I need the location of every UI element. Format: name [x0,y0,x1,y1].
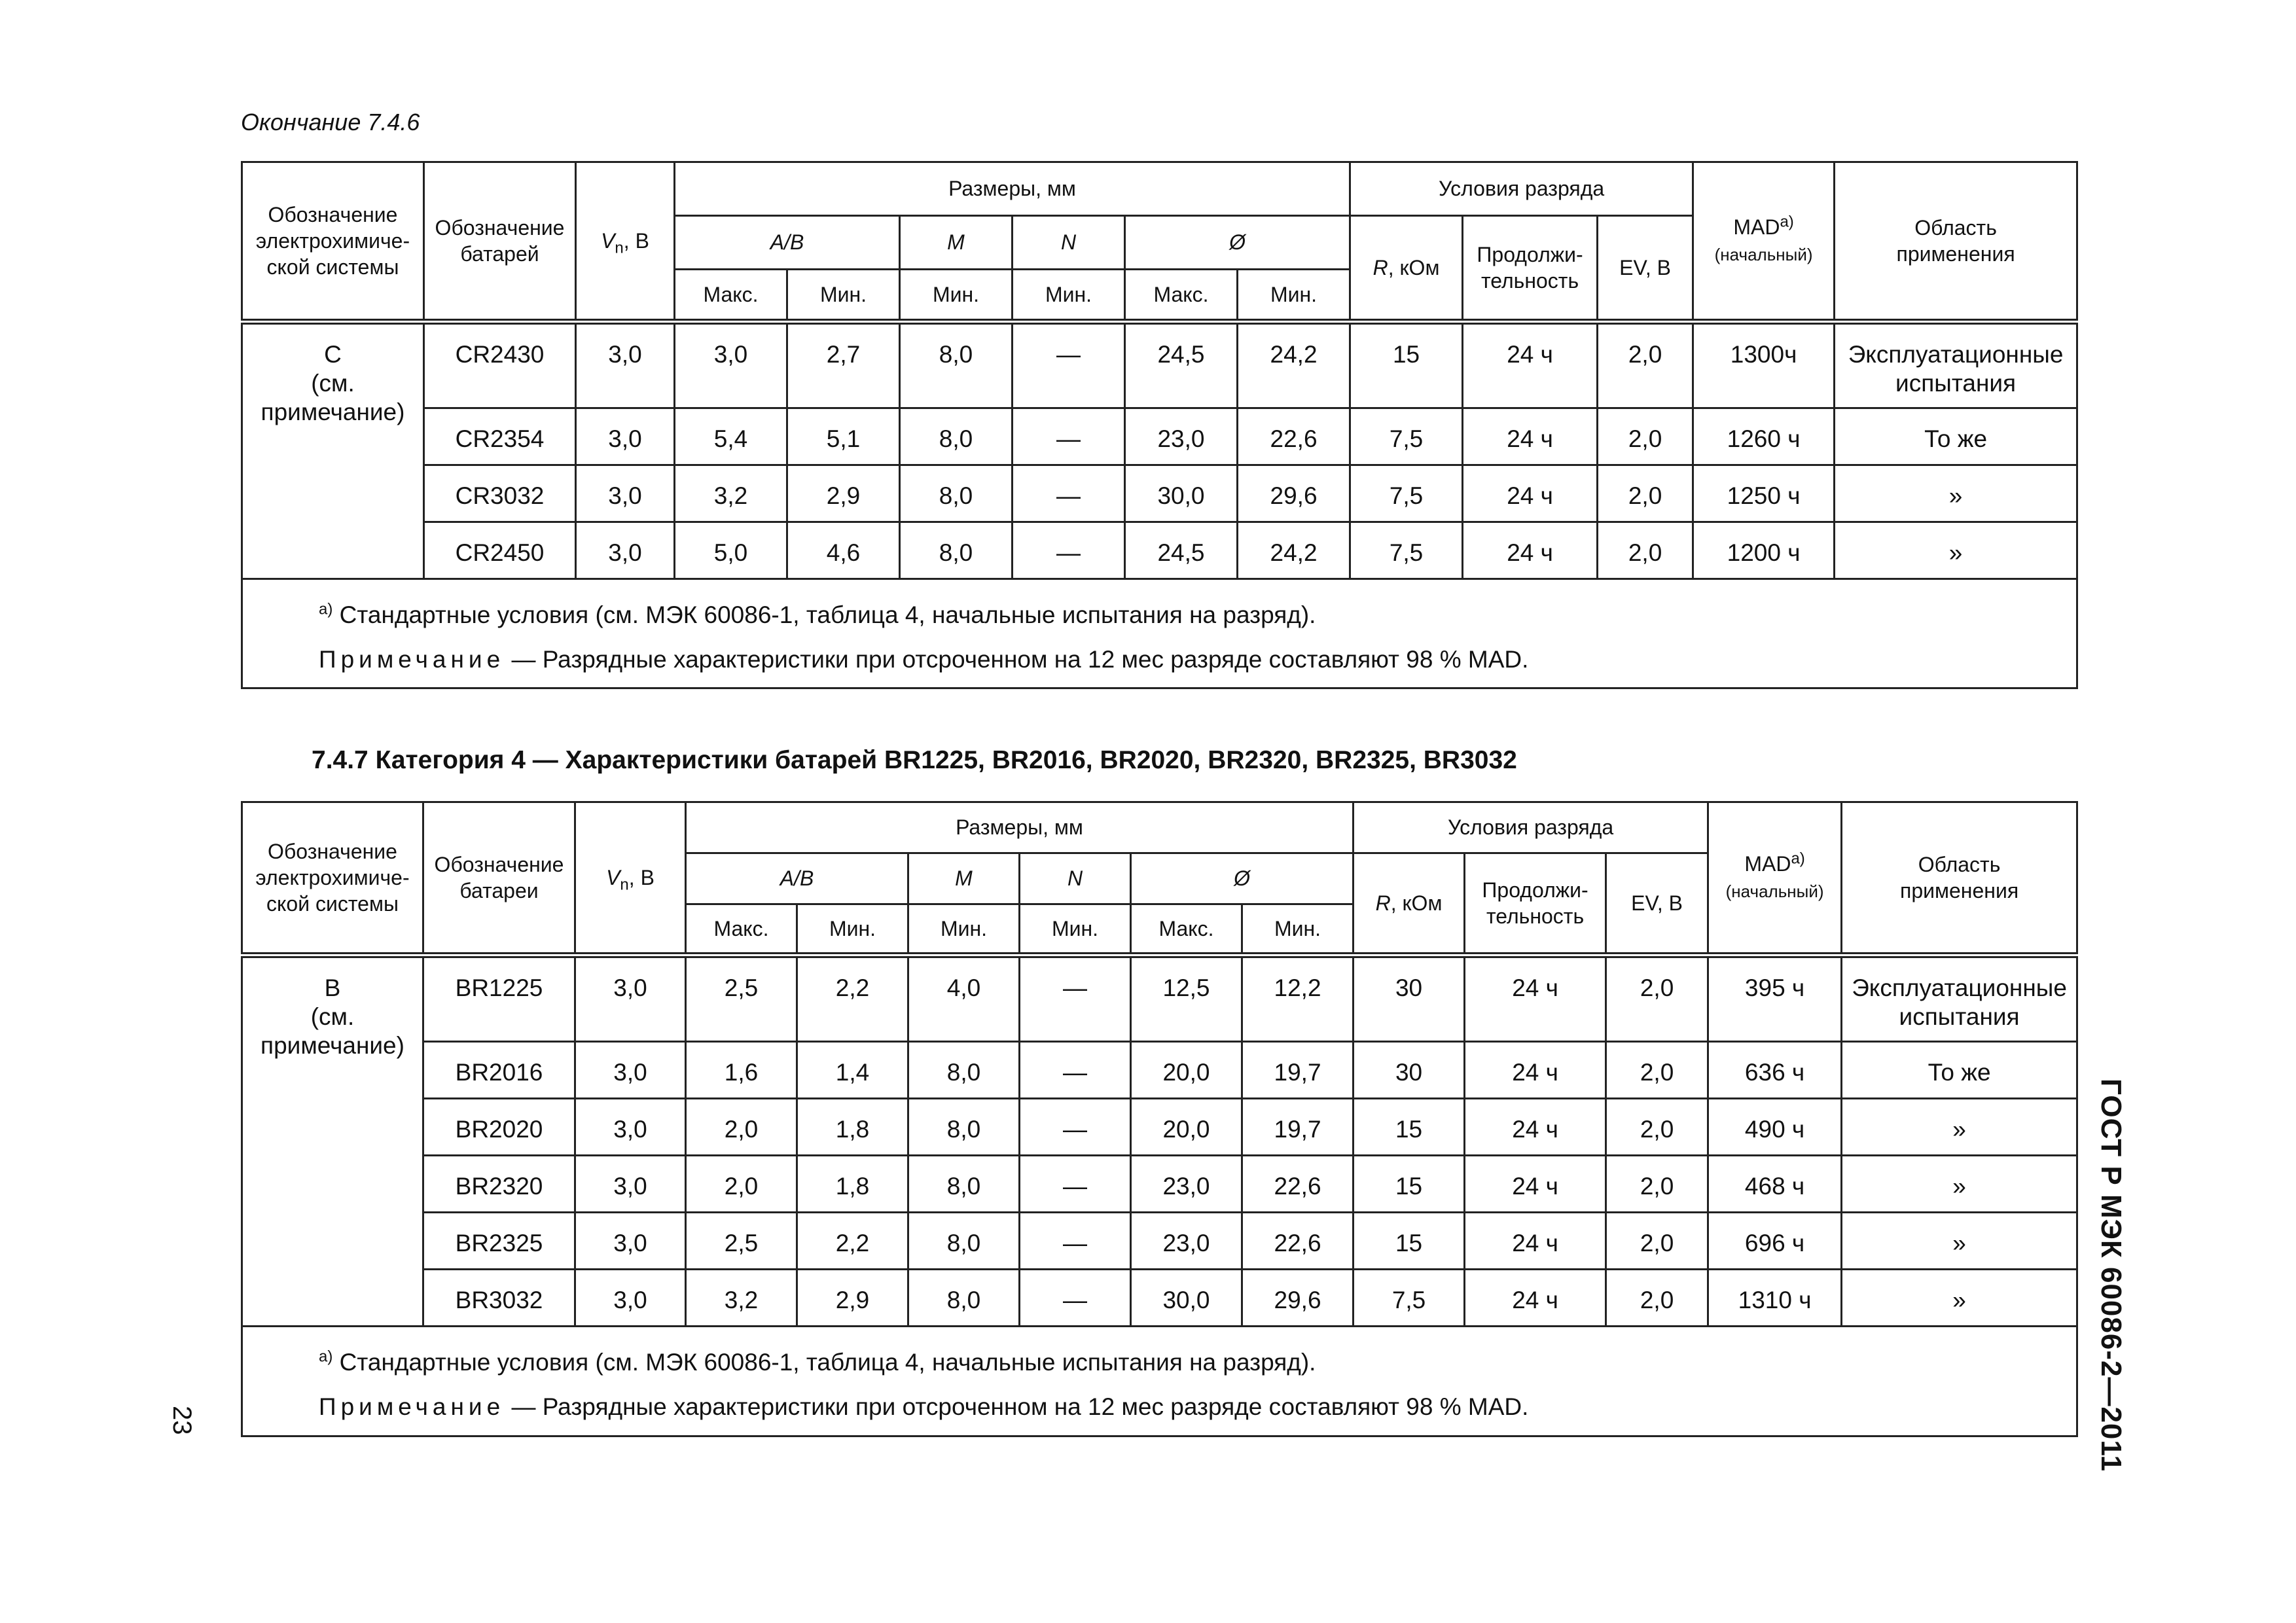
vn-cell: 3,0 [576,408,675,465]
m-min-cell: 8,0 [908,1213,1020,1270]
area-cell: » [1842,1156,2077,1213]
header-vn: $V_n$, В [575,802,686,955]
header-area: Область применения [1842,802,2077,955]
duration-cell: 24 ч [1465,1213,1606,1270]
duration-cell: 24 ч [1465,1042,1606,1099]
header-row-1 [242,162,2077,216]
notes-cell [242,1327,2077,1436]
m-min-cell: 8,0 [908,1099,1020,1156]
area-cell: » [1842,1213,2077,1270]
diam-max-cell: 20,0 [1131,1099,1242,1156]
header-diam-min: Мин. [1242,904,1354,955]
ab-max-cell: 3,0 [675,322,787,408]
header-vn: $V_n$, В [576,162,675,322]
battery-cell: CR2430 [424,322,576,408]
m-min-cell: 8,0 [900,522,1013,579]
battery-cell: BR2016 [423,1042,575,1099]
battery-cell: CR3032 [424,465,576,522]
ab-max-cell: 3,2 [675,465,787,522]
section-title: 7.4.7 Категория 4 — Характеристики батарей BR1225, BR2016, BR2020, BR2320, BR2325, BR3032 [312,746,1517,774]
header-battery: Обозначение батареи [423,802,575,955]
notes-row [242,579,2077,688]
table-row [242,465,2077,522]
diam-min-cell: 24,2 [1238,322,1350,408]
table-br-batteries [241,801,2078,1437]
header-row-1 [242,802,2077,853]
header-ab-max: Макс. [686,904,797,955]
header-ab-max: Макс. [675,270,787,322]
footnote: $^{а)}$ Стандартные условия (см. МЭК 60086-1, таблица 4, начальные испытания на разряд). [319,1347,1316,1376]
r-cell: 30 [1354,955,1465,1042]
system-cell: В (см. примечание) [242,955,423,1327]
mad-cell: 1200 ч [1693,522,1835,579]
ab-max-cell: 5,4 [675,408,787,465]
header-duration: Продолжи- тельность [1465,853,1606,955]
header-diameter: Ø [1125,216,1350,270]
diam-max-cell: 30,0 [1125,465,1238,522]
m-min-cell: 8,0 [900,465,1013,522]
diam-min-cell: 29,6 [1242,1270,1354,1327]
vn-cell: 3,0 [576,522,675,579]
n-min-cell: — [1020,955,1131,1042]
vn-cell: 3,0 [575,1270,686,1327]
header-m-min: Мин. [908,904,1020,955]
vn-cell: 3,0 [576,465,675,522]
n-min-cell: — [1020,1270,1131,1327]
header-system: Обозначение электрохимиче- ской системы [242,162,424,322]
ab-min-cell: 1,4 [797,1042,908,1099]
diam-max-cell: 23,0 [1131,1156,1242,1213]
r-cell: 7,5 [1350,465,1463,522]
header-ab-min: Мин. [797,904,908,955]
diam-min-cell: 19,7 [1242,1042,1354,1099]
ab-min-cell: 2,9 [797,1270,908,1327]
m-min-cell: 8,0 [900,322,1013,408]
r-cell: 7,5 [1350,522,1463,579]
n-min-cell: — [1020,1213,1131,1270]
header-ev: EV, В [1606,853,1708,955]
header-discharge: Условия разряда [1350,162,1693,216]
mad-cell: 1250 ч [1693,465,1835,522]
diam-min-cell: 24,2 [1238,522,1350,579]
vn-cell: 3,0 [576,322,675,408]
diam-min-cell: 22,6 [1242,1156,1354,1213]
diam-min-cell: 12,2 [1242,955,1354,1042]
r-cell: 15 [1350,322,1463,408]
vn-cell: 3,0 [575,1213,686,1270]
ab-min-cell: 2,2 [797,1213,908,1270]
mad-cell: 395 ч [1708,955,1842,1042]
duration-cell: 24 ч [1465,1156,1606,1213]
battery-cell: BR2020 [423,1099,575,1156]
diam-min-cell: 22,6 [1238,408,1350,465]
ab-max-cell: 5,0 [675,522,787,579]
duration-cell: 24 ч [1463,408,1598,465]
ab-min-cell: 2,7 [787,322,900,408]
header-m-min: Мин. [900,270,1013,322]
diam-max-cell: 20,0 [1131,1042,1242,1099]
area-cell: » [1835,465,2077,522]
n-min-cell: — [1020,1156,1131,1213]
header-diameter: Ø [1131,853,1354,904]
n-min-cell: — [1013,322,1125,408]
table-row [242,955,2077,1042]
mad-cell: 636 ч [1708,1042,1842,1099]
area-cell: Эксплуатационные испытания [1842,955,2077,1042]
continuation-label: Окончание 7.4.6 [241,109,420,135]
ev-cell: 2,0 [1606,1156,1708,1213]
r-cell: 7,5 [1354,1270,1465,1327]
duration-cell: 24 ч [1463,322,1598,408]
header-area: Область применения [1835,162,2077,322]
header-n: N [1013,216,1125,270]
table-row [242,408,2077,465]
ev-cell: 2,0 [1606,1099,1708,1156]
m-min-cell: 8,0 [900,408,1013,465]
ab-max-cell: 1,6 [686,1042,797,1099]
header-m: M [900,216,1013,270]
table-row [242,1099,2077,1156]
table-row [242,1042,2077,1099]
header-mad: $MAD^{а)}$ (начальный) [1708,802,1842,955]
duration-cell: 24 ч [1463,465,1598,522]
n-min-cell: — [1020,1099,1131,1156]
ev-cell: 2,0 [1606,1270,1708,1327]
ab-min-cell: 5,1 [787,408,900,465]
duration-cell: 24 ч [1463,522,1598,579]
header-dimensions: Размеры, мм [686,802,1354,853]
header-battery: Обозначение батарей [424,162,576,322]
table-row [242,1156,2077,1213]
diam-max-cell: 24,5 [1125,322,1238,408]
vn-cell: 3,0 [575,1156,686,1213]
header-n-min: Мин. [1013,270,1125,322]
r-cell: 15 [1354,1213,1465,1270]
ev-cell: 2,0 [1598,522,1693,579]
battery-cell: BR2325 [423,1213,575,1270]
area-cell: То же [1842,1042,2077,1099]
area-cell: » [1835,522,2077,579]
ab-max-cell: 2,5 [686,1213,797,1270]
header-system: Обозначение электрохимиче- ской системы [242,802,423,955]
table-row [242,1270,2077,1327]
footnote: $^{а)}$ Стандартные условия (см. МЭК 60086-1, таблица 4, начальные испытания на разряд). [319,600,1316,628]
header-r: R, кОм [1354,853,1465,955]
battery-cell: BR1225 [423,955,575,1042]
header-diam-min: Мин. [1238,270,1350,322]
header-discharge: Условия разряда [1354,802,1708,853]
ev-cell: 2,0 [1598,322,1693,408]
area-cell: То же [1835,408,2077,465]
diam-min-cell: 29,6 [1238,465,1350,522]
header-ab: A/B [686,853,908,904]
ab-min-cell: 2,2 [797,955,908,1042]
header-r: R, кОм [1350,216,1463,322]
ab-max-cell: 2,0 [686,1156,797,1213]
ab-max-cell: 2,5 [686,955,797,1042]
ev-cell: 2,0 [1606,955,1708,1042]
table-cr-batteries [241,161,2078,689]
m-min-cell: 4,0 [908,955,1020,1042]
notes-cell [242,579,2077,688]
vn-cell: 3,0 [575,1099,686,1156]
ab-max-cell: 2,0 [686,1099,797,1156]
m-min-cell: 8,0 [908,1156,1020,1213]
header-ev: EV, В [1598,216,1693,322]
n-min-cell: — [1020,1042,1131,1099]
m-min-cell: 8,0 [908,1270,1020,1327]
duration-cell: 24 ч [1465,955,1606,1042]
r-cell: 15 [1354,1099,1465,1156]
battery-cell: BR3032 [423,1270,575,1327]
header-m: M [908,853,1020,904]
notes-row [242,1327,2077,1436]
header-ab: A/B [675,216,900,270]
r-cell: 7,5 [1350,408,1463,465]
system-cell: С (см. примечание) [242,322,424,579]
ev-cell: 2,0 [1606,1042,1708,1099]
diam-max-cell: 23,0 [1131,1213,1242,1270]
header-n-min: Мин. [1020,904,1131,955]
ab-min-cell: 1,8 [797,1156,908,1213]
header-dimensions: Размеры, мм [675,162,1350,216]
duration-cell: 24 ч [1465,1270,1606,1327]
ab-min-cell: 2,9 [787,465,900,522]
area-cell: » [1842,1099,2077,1156]
diam-max-cell: 30,0 [1131,1270,1242,1327]
note: Примечание — Разрядные характеристики при отсроченном на 12 мес разряде составляют 98 % MAD. [319,1393,1529,1420]
ab-max-cell: 3,2 [686,1270,797,1327]
r-cell: 15 [1354,1156,1465,1213]
n-min-cell: — [1013,408,1125,465]
diam-max-cell: 24,5 [1125,522,1238,579]
header-mad: $MAD^{а)}$ (начальный) [1693,162,1835,322]
ab-min-cell: 1,8 [797,1099,908,1156]
mad-cell: 468 ч [1708,1156,1842,1213]
mad-cell: 1260 ч [1693,408,1835,465]
ev-cell: 2,0 [1598,465,1693,522]
page-number: 23 [168,1406,196,1435]
diam-min-cell: 22,6 [1242,1213,1354,1270]
diam-min-cell: 19,7 [1242,1099,1354,1156]
area-cell: Эксплуатационные испытания [1835,322,2077,408]
n-min-cell: — [1013,522,1125,579]
r-cell: 30 [1354,1042,1465,1099]
duration-cell: 24 ч [1465,1099,1606,1156]
mad-cell: 1310 ч [1708,1270,1842,1327]
vn-cell: 3,0 [575,955,686,1042]
diam-max-cell: 23,0 [1125,408,1238,465]
diam-max-cell: 12,5 [1131,955,1242,1042]
battery-cell: BR2320 [423,1156,575,1213]
m-min-cell: 8,0 [908,1042,1020,1099]
note: Примечание — Разрядные характеристики при отсроченном на 12 мес разряде составляют 98 % MAD. [319,646,1529,673]
mad-cell: 1300ч [1693,322,1835,408]
mad-cell: 490 ч [1708,1099,1842,1156]
header-n: N [1020,853,1131,904]
mad-cell: 696 ч [1708,1213,1842,1270]
header-ab-min: Мин. [787,270,900,322]
ab-min-cell: 4,6 [787,522,900,579]
battery-cell: CR2354 [424,408,576,465]
table-row [242,1213,2077,1270]
n-min-cell: — [1013,465,1125,522]
header-duration: Продолжи- тельность [1463,216,1598,322]
area-cell: » [1842,1270,2077,1327]
table-row [242,522,2077,579]
ev-cell: 2,0 [1606,1213,1708,1270]
battery-cell: CR2450 [424,522,576,579]
standard-designation: ГОСТ Р МЭК 60086-2—2011 [2095,1079,2127,1472]
ev-cell: 2,0 [1598,408,1693,465]
vn-cell: 3,0 [575,1042,686,1099]
table-row [242,322,2077,408]
header-diam-max: Макс. [1131,904,1242,955]
header-diam-max: Макс. [1125,270,1238,322]
